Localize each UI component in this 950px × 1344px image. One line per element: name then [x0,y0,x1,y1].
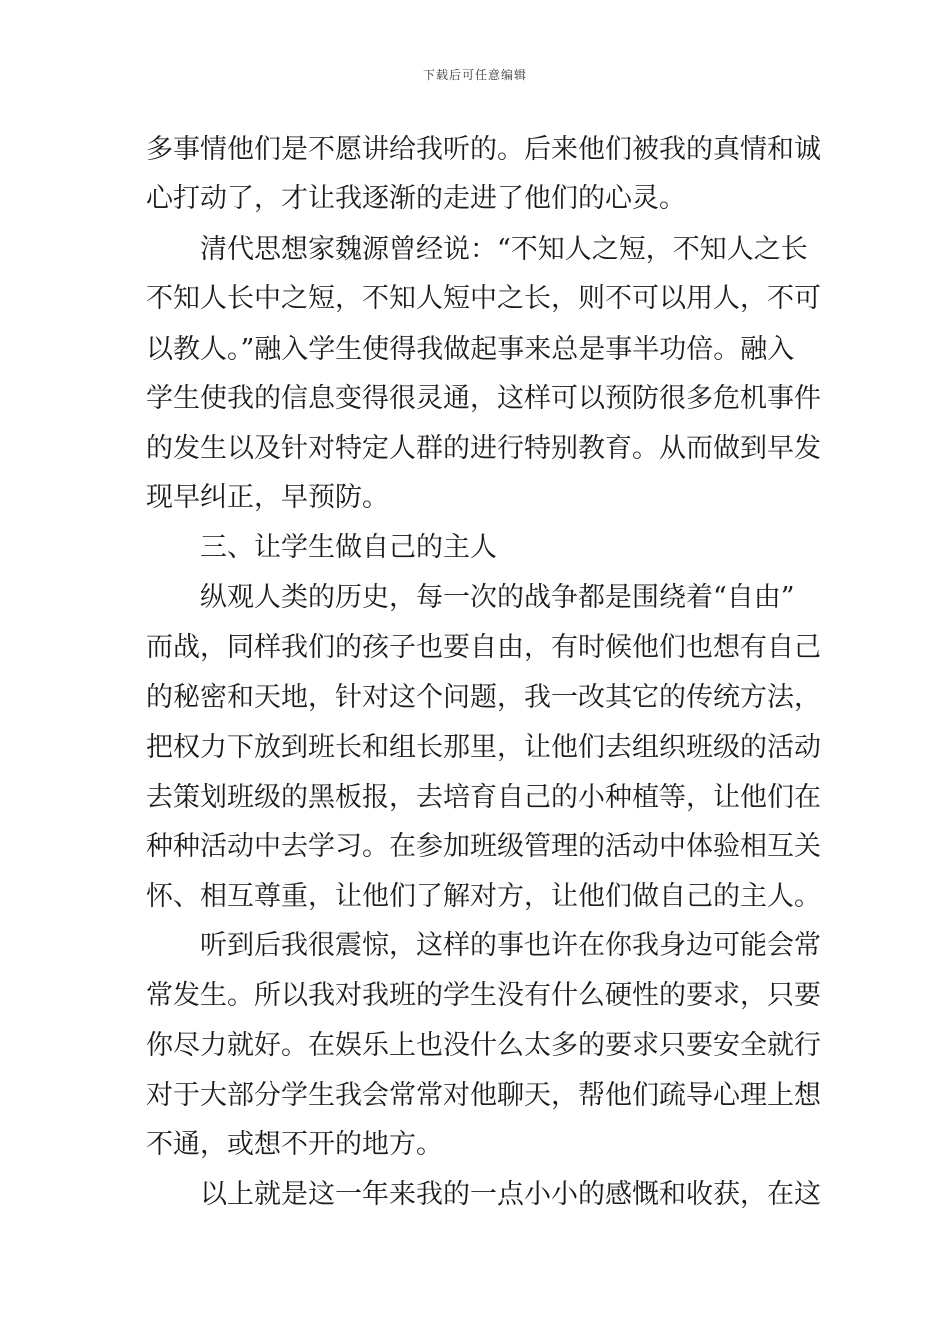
body-line: 学生使我的信息变得很灵通，这样可以预防很多危机事件 [146,383,821,414]
body-line: 而战，同样我们的孩子也要自由，有时候他们也想有自己 [146,632,821,663]
body-line: 不通，或想不开的地方。 [146,1129,443,1160]
body-line: 怀、相互尊重，让他们了解对方，让他们做自己的主人。 [146,881,821,912]
body-line: 现早纠正，早预防。 [146,482,389,513]
body-line: 种种活动中去学习。在参加班级管理的活动中体验相互关 [146,831,821,862]
body-line: 你尽力就好。在娱乐上也没什么太多的要求只要安全就行 [146,1030,821,1061]
body-line: 把权力下放到班长和组长那里，让他们去组织班级的活动 [146,732,821,763]
body-line: 纵观人类的历史，每一次的战争都是围绕着“自由” [146,582,795,613]
page-header: 下载后可任意编辑 [422,68,527,82]
body-line: 常发生。所以我对我班的学生没有什么硬性的要求，只要 [146,980,821,1011]
body-line: 心打动了，才让我逐渐的走进了他们的心灵。 [146,183,686,214]
body-line: 的发生以及针对特定人群的进行特别教育。从而做到早发 [146,433,821,464]
body-line: 以上就是这一年来我的一点小小的感慨和收获，在这 [146,1179,821,1210]
body-line: 对于大部分学生我会常常对他聊天，帮他们疏导心理上想 [146,1080,821,1111]
body-line: 的秘密和天地，针对这个问题，我一改其它的传统方法， [146,682,821,713]
body-line: 听到后我很震惊，这样的事也许在你我身边可能会常 [146,930,821,961]
body-line: 不知人长中之短，不知人短中之长，则不可以用人，不可 [146,283,821,314]
body-line: 去策划班级的黑板报，去培育自己的小种植等，让他们在 [146,782,821,813]
section-heading: 三、让学生做自己的主人 [146,532,497,563]
body-line: 以教人。”融入学生使得我做起事来总是事半功倍。融入 [146,334,795,365]
body-line: 多事情他们是不愿讲给我听的。后来他们被我的真情和诚 [146,134,821,165]
body-line: 清代思想家魏源曾经说：“不知人之短，不知人之长 [146,234,808,265]
